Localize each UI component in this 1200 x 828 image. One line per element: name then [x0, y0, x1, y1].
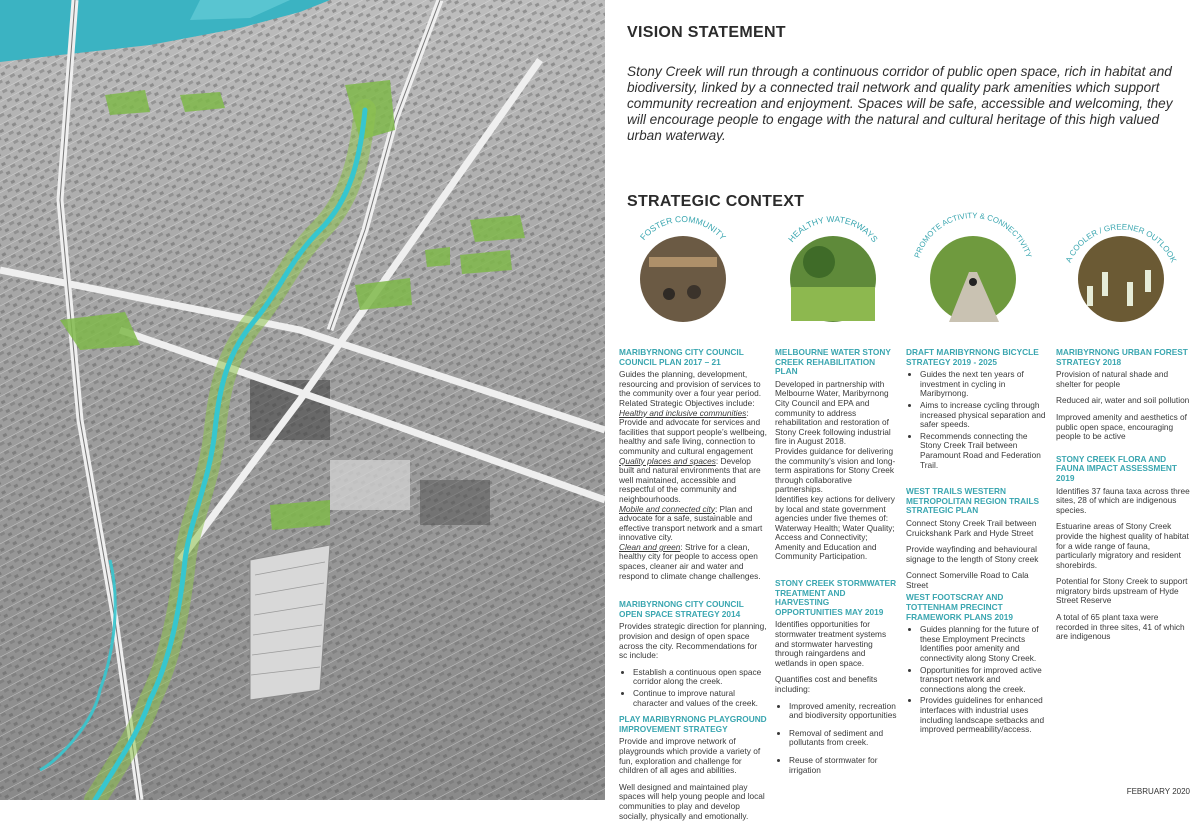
theme-foster-community — [619, 212, 747, 322]
section-heading: STONY CREEK STORMWATER TREATMENT AND HARVESTING OPPORTUNITIES MAY 2019 — [775, 578, 897, 617]
section-heading: DRAFT MARIBYRNONG BICYCLE STRATEGY 2019 - 2025 — [906, 347, 1039, 367]
section-text: Identifies opportunities for stormwater treatment systems and stormwater harvesting through raingardens and wetlands in open space. — [775, 619, 887, 668]
footer-date: FEBRUARY 2020 — [1126, 787, 1190, 796]
section-heading: MELBOURNE WATER STONY CREEK REHABILITATION PLAN — [775, 347, 891, 377]
theme-label: A COOLER / GREENER OUTLOOK — [1063, 222, 1179, 264]
text-panel — [605, 0, 1200, 821]
section-heading: MARIBYRNONG URBAN FOREST STRATEGY 2018 — [1056, 347, 1188, 367]
section-text: Provision of natural shade and shelter for people — [1056, 369, 1169, 389]
section-text: Identifies 37 fauna taxa across three sites, 28 of which are indigenous species. — [1056, 485, 1190, 515]
aerial-map — [0, 0, 605, 800]
theme-label: PROMOTE ACTIVITY & CONNECTIVITY — [912, 212, 1034, 259]
theme-label: FOSTER COMMUNITY — [637, 213, 729, 243]
section-text: Reduced air, water and soil pollution — [1056, 395, 1190, 406]
bullet-list: • Guides the next ten years of investment in cycling in Maribyrnong. • Aims to increase cycling through increased physical separation and safer speeds. • Recommends connecting the Stony Creek Trail between Paramount Road and Federation Trail. — [906, 370, 1046, 470]
section-text: Provide and improve network of playgrounds which provide a variety of fun, exploration and challenge for children of all ages and abilities. — [619, 736, 761, 776]
bullet-list: • Establish a continuous open space corridor along the creek. • Continue to improve natural character and values of the creek. — [619, 668, 767, 708]
theme-promote-activity — [909, 212, 1037, 322]
column-waterways — [775, 348, 899, 782]
section-text: Provide wayfinding and behavioural signage to the length of Stony creek — [906, 544, 1039, 564]
section-text: Estuarine areas of Stony Creek provide the highest quality of habitat for a wide range of fauna, particularly migratory and resident shorebirds. — [1056, 521, 1189, 570]
section-text: A total of 65 plant taxa were recorded in three sites, 41 of which are indigenous — [1056, 612, 1185, 642]
column-greener — [1056, 348, 1192, 649]
bullet-list: • Guides planning for the future of these Employment Precincts Identifies poor amenity and connectivity along Stony Creek. • Opportunities for improved active transport network and connections along the creek. • Provides guidelines for enhanced interfaces with industrial uses including landscape setbacks and improved permeability/access. — [906, 625, 1046, 735]
section-text: Provides strategic direction for planning, provision and design of open space across the city. Recommendations for sc include: — [619, 621, 767, 661]
section-text: Quantifies cost and benefits including: — [775, 674, 878, 694]
bullet-list: • Improved amenity, recreation and biodiversity opportunities • Removal of sediment and pollutants from creek. • Reuse of stormwater for irrigation — [775, 702, 899, 776]
theme-cooler-greener — [1057, 212, 1185, 322]
theme-label: HEALTHY WATERWAYS — [786, 213, 880, 245]
section-heading: MARIBYRNONG CITY COUNCIL COUNCIL PLAN 2017 – 21 — [619, 347, 744, 367]
column-community — [619, 348, 767, 828]
section-heading: STONY CREEK FLORA AND FAUNA IMPACT ASSESSMENT 2019 — [1056, 453, 1177, 483]
section-heading: WEST FOOTSCRAY AND TOTTENHAM PRECINCT FRAMEWORK PLANS 2019 — [906, 592, 1013, 622]
section-text: Improved amenity and aesthetics of public open space, encouraging people to be active — [1056, 411, 1187, 442]
section-text: Connect Somerville Road to Cala Street — [906, 570, 1029, 590]
section-heading: MARIBYRNONG CITY COUNCIL OPEN SPACE STRATEGY 2014 — [619, 599, 744, 619]
vision-title: VISION STATEMENT — [627, 24, 786, 41]
section-heading: WEST TRAILS WESTERN METROPOLITAN REGION TRAILS STRATEGIC PLAN — [906, 486, 1040, 516]
section-text: Guides the planning, development, resourcing and provision of services to the community over a four year period. Related Strategic Objectives include: Healthy and inclusive communities: Provide and advocate for services and facilities that support people’s wellbeing, healthy and safe living, connection to community and cultural engagement Quality places and spaces: Develop built and natural environments that are well maintained, accessible and respectful of the community and neighbourhoods. Mobile and connected city: Plan and advocate for a safe, sustainable and effective transport network and a smart innovative city. Clean and green: Strive for a clean, healthy city for people to access open spaces, cleaner air and water and respond to climate change challenges. — [619, 369, 767, 581]
column-activity — [906, 348, 1046, 742]
strategic-context-title: STRATEGIC CONTEXT — [627, 193, 805, 210]
theme-healthy-waterways — [769, 212, 897, 322]
section-text: Well designed and maintained play spaces will help young people and local communities to play and develop socially, physically and emotionally. — [619, 781, 765, 821]
vision-text: Stony Creek will run through a continuous corridor of public open space, rich in habitat and biodiversity, linked by a connected trail network and quality park amenities which support community recreation and enjoyment. Spaces will be safe, accessible and welcoming, they will encourage people to engage with the natural and cultural heritage of this high valued urban waterway. — [627, 64, 1173, 143]
section-text: Potential for Stony Creek to support migratory birds upstream of Hyde Street Reserve — [1056, 576, 1188, 606]
section-heading: PLAY MARIBYRNONG PLAYGROUND IMPROVEMENT STRATEGY — [619, 714, 767, 734]
section-text: Developed in partnership with Melbourne Water, Maribyrnong City Council and EPA and community to address rehabilitation and restoration of Stony Creek following industrial fire in August 2018. Provides guidance for delivering the community’s vision and long-term aspirations for Stony Creek through collaborative partnerships. Identifies key actions for delivery by local and state government agencies under five themes of: Waterway Health; Water Quality; Access and Connectivity; Amenity and Education and Community Participation. — [775, 378, 896, 562]
section-text: Connect Stony Creek Trail between Cruickshank Park and Hyde Street — [906, 517, 1037, 538]
